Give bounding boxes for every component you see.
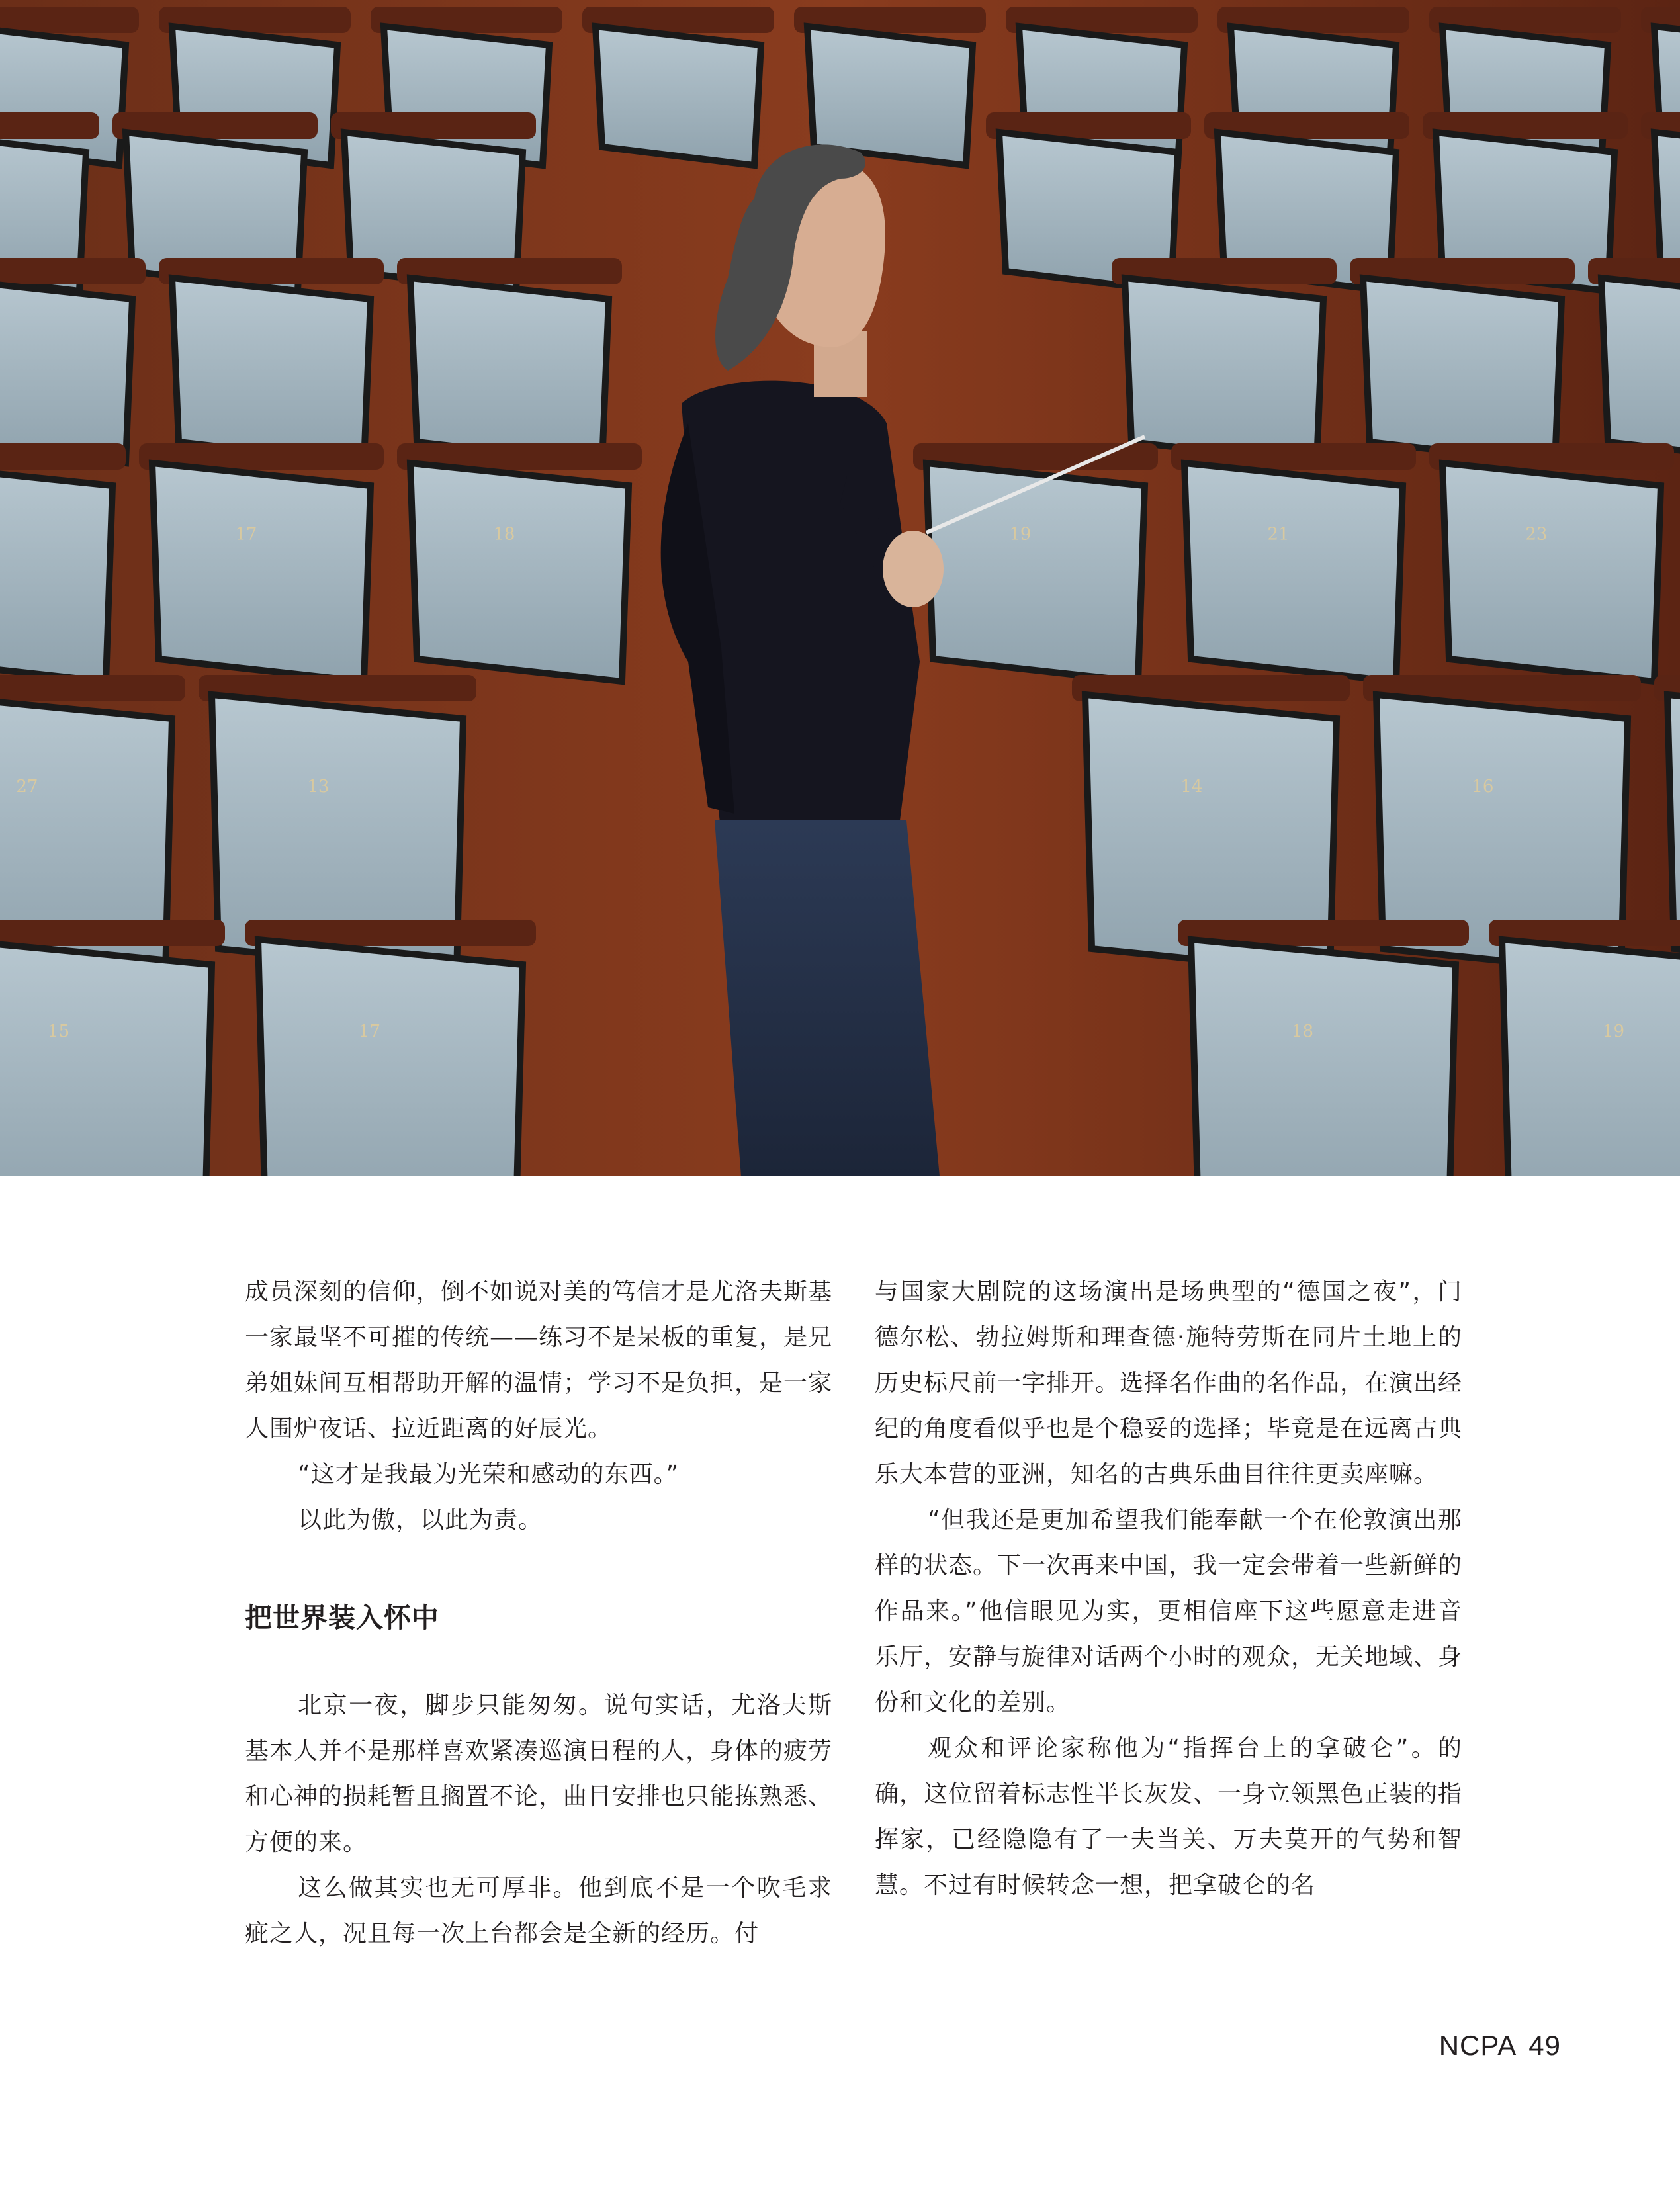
- seat-number: 13: [307, 777, 330, 797]
- page-number: 49: [1528, 2030, 1561, 2061]
- seat-armrest: [0, 7, 139, 33]
- seat-number: 18: [1292, 1022, 1314, 1041]
- seat-number: 18: [493, 524, 515, 545]
- seat-back: [596, 26, 761, 165]
- seat-back: [258, 940, 523, 1176]
- seat-back: [410, 278, 609, 463]
- seat-back: [807, 26, 973, 165]
- section-heading: 把世界装入怀中: [245, 1602, 439, 1634]
- right-column: [875, 1269, 1462, 1908]
- seat-back: [1601, 278, 1680, 463]
- body-paragraph: 北京一夜，脚步只能匆匆。说句实话，尤洛夫斯基本人并不是那样喜欢紧凑巡演日程的人，身体的疲劳和心神的损耗暂且搁置不论，曲目安排也只能拣熟悉、方便的来。: [245, 1692, 833, 1856]
- seat-back: [926, 463, 1145, 681]
- seat-number: 21: [1267, 524, 1290, 545]
- body-paragraph: 这么做其实也无可厚非。他到底不是一个吹毛求疵之人，况且每一次上台都会是全新的经历。付: [245, 1874, 832, 1947]
- seat-number: 15: [48, 1022, 70, 1041]
- body-paragraph: 观众和评论家称他为“指挥台上的拿破仑”。的确，这位留着标志性半长灰发、一身立领黑色正装的指挥家，已经隐隐有了一夫当关、万夫莫开的气势和智慧。不过有时候转念一想，把拿破仑的名: [875, 1735, 1463, 1899]
- seat-armrest: [0, 112, 99, 139]
- seat-number: 19: [1009, 524, 1032, 545]
- body-paragraph: 成员深刻的信仰，倒不如说对美的笃信才是尤洛夫斯基一家最坚不可摧的传统——练习不是呆板的重复，是兄弟姐妹间互相帮助开解的温情；学习不是负担，是一家人围炉夜话、拉近距离的好辰光。: [245, 1278, 833, 1442]
- seat-number: 17: [235, 524, 257, 545]
- seat-back: [1442, 463, 1661, 681]
- seat-back: [1363, 278, 1562, 463]
- quote-paragraph: “这才是我最为光荣和感动的东西。”: [298, 1461, 680, 1488]
- publication-name: NCPA: [1438, 2030, 1517, 2061]
- left-column: [245, 1269, 832, 1956]
- seat-armrest: [0, 675, 185, 701]
- seat-armrest: [0, 258, 146, 284]
- seat-number: 14: [1180, 777, 1203, 797]
- seat-number: 27: [16, 777, 38, 797]
- seat-back: [1502, 940, 1680, 1176]
- seat-number: 17: [359, 1022, 381, 1041]
- seat-armrest: [0, 443, 126, 470]
- seat-back: [152, 463, 371, 681]
- seat-back: [410, 463, 629, 681]
- seat-back: [0, 463, 112, 681]
- seat-number: 23: [1525, 524, 1548, 545]
- body-paragraph: 与国家大剧院的这场演出是场典型的“德国之夜”，门德尔松、勃拉姆斯和理查德·施特劳斯在同片土地上的历史标尺前一字排开。选择名作曲的名作品，在演出经纪的角度看似乎也是个稳妥的选择；毕竟是在远离古典乐大本营的亚洲，知名的古典乐曲目往往更卖座嘛。: [875, 1278, 1463, 1488]
- seat-back: [1184, 463, 1403, 681]
- seat-number: 16: [1472, 777, 1494, 797]
- seat-back: [1125, 278, 1323, 463]
- quote-paragraph: “但我还是更加希望我们能奉献一个在伦敦演出那样的状态。下一次再来中国，我一定会带着一些新鲜的作品来。”他信眼见为实，更相信座下这些愿意走进音乐厅，安静与旋律对话两个小时的观众，无关地域、身份和文化的差别。: [875, 1507, 1463, 1716]
- seat-number: 19: [1603, 1022, 1625, 1041]
- seat-armrest: [0, 920, 225, 946]
- seat-back: [172, 278, 371, 463]
- page-folio: [1439, 2030, 1561, 2062]
- seat-back: [0, 278, 132, 463]
- seat-back: [1191, 940, 1456, 1176]
- seat-back: [0, 940, 212, 1176]
- body-paragraph: 以此为傲，以此为责。: [298, 1507, 543, 1534]
